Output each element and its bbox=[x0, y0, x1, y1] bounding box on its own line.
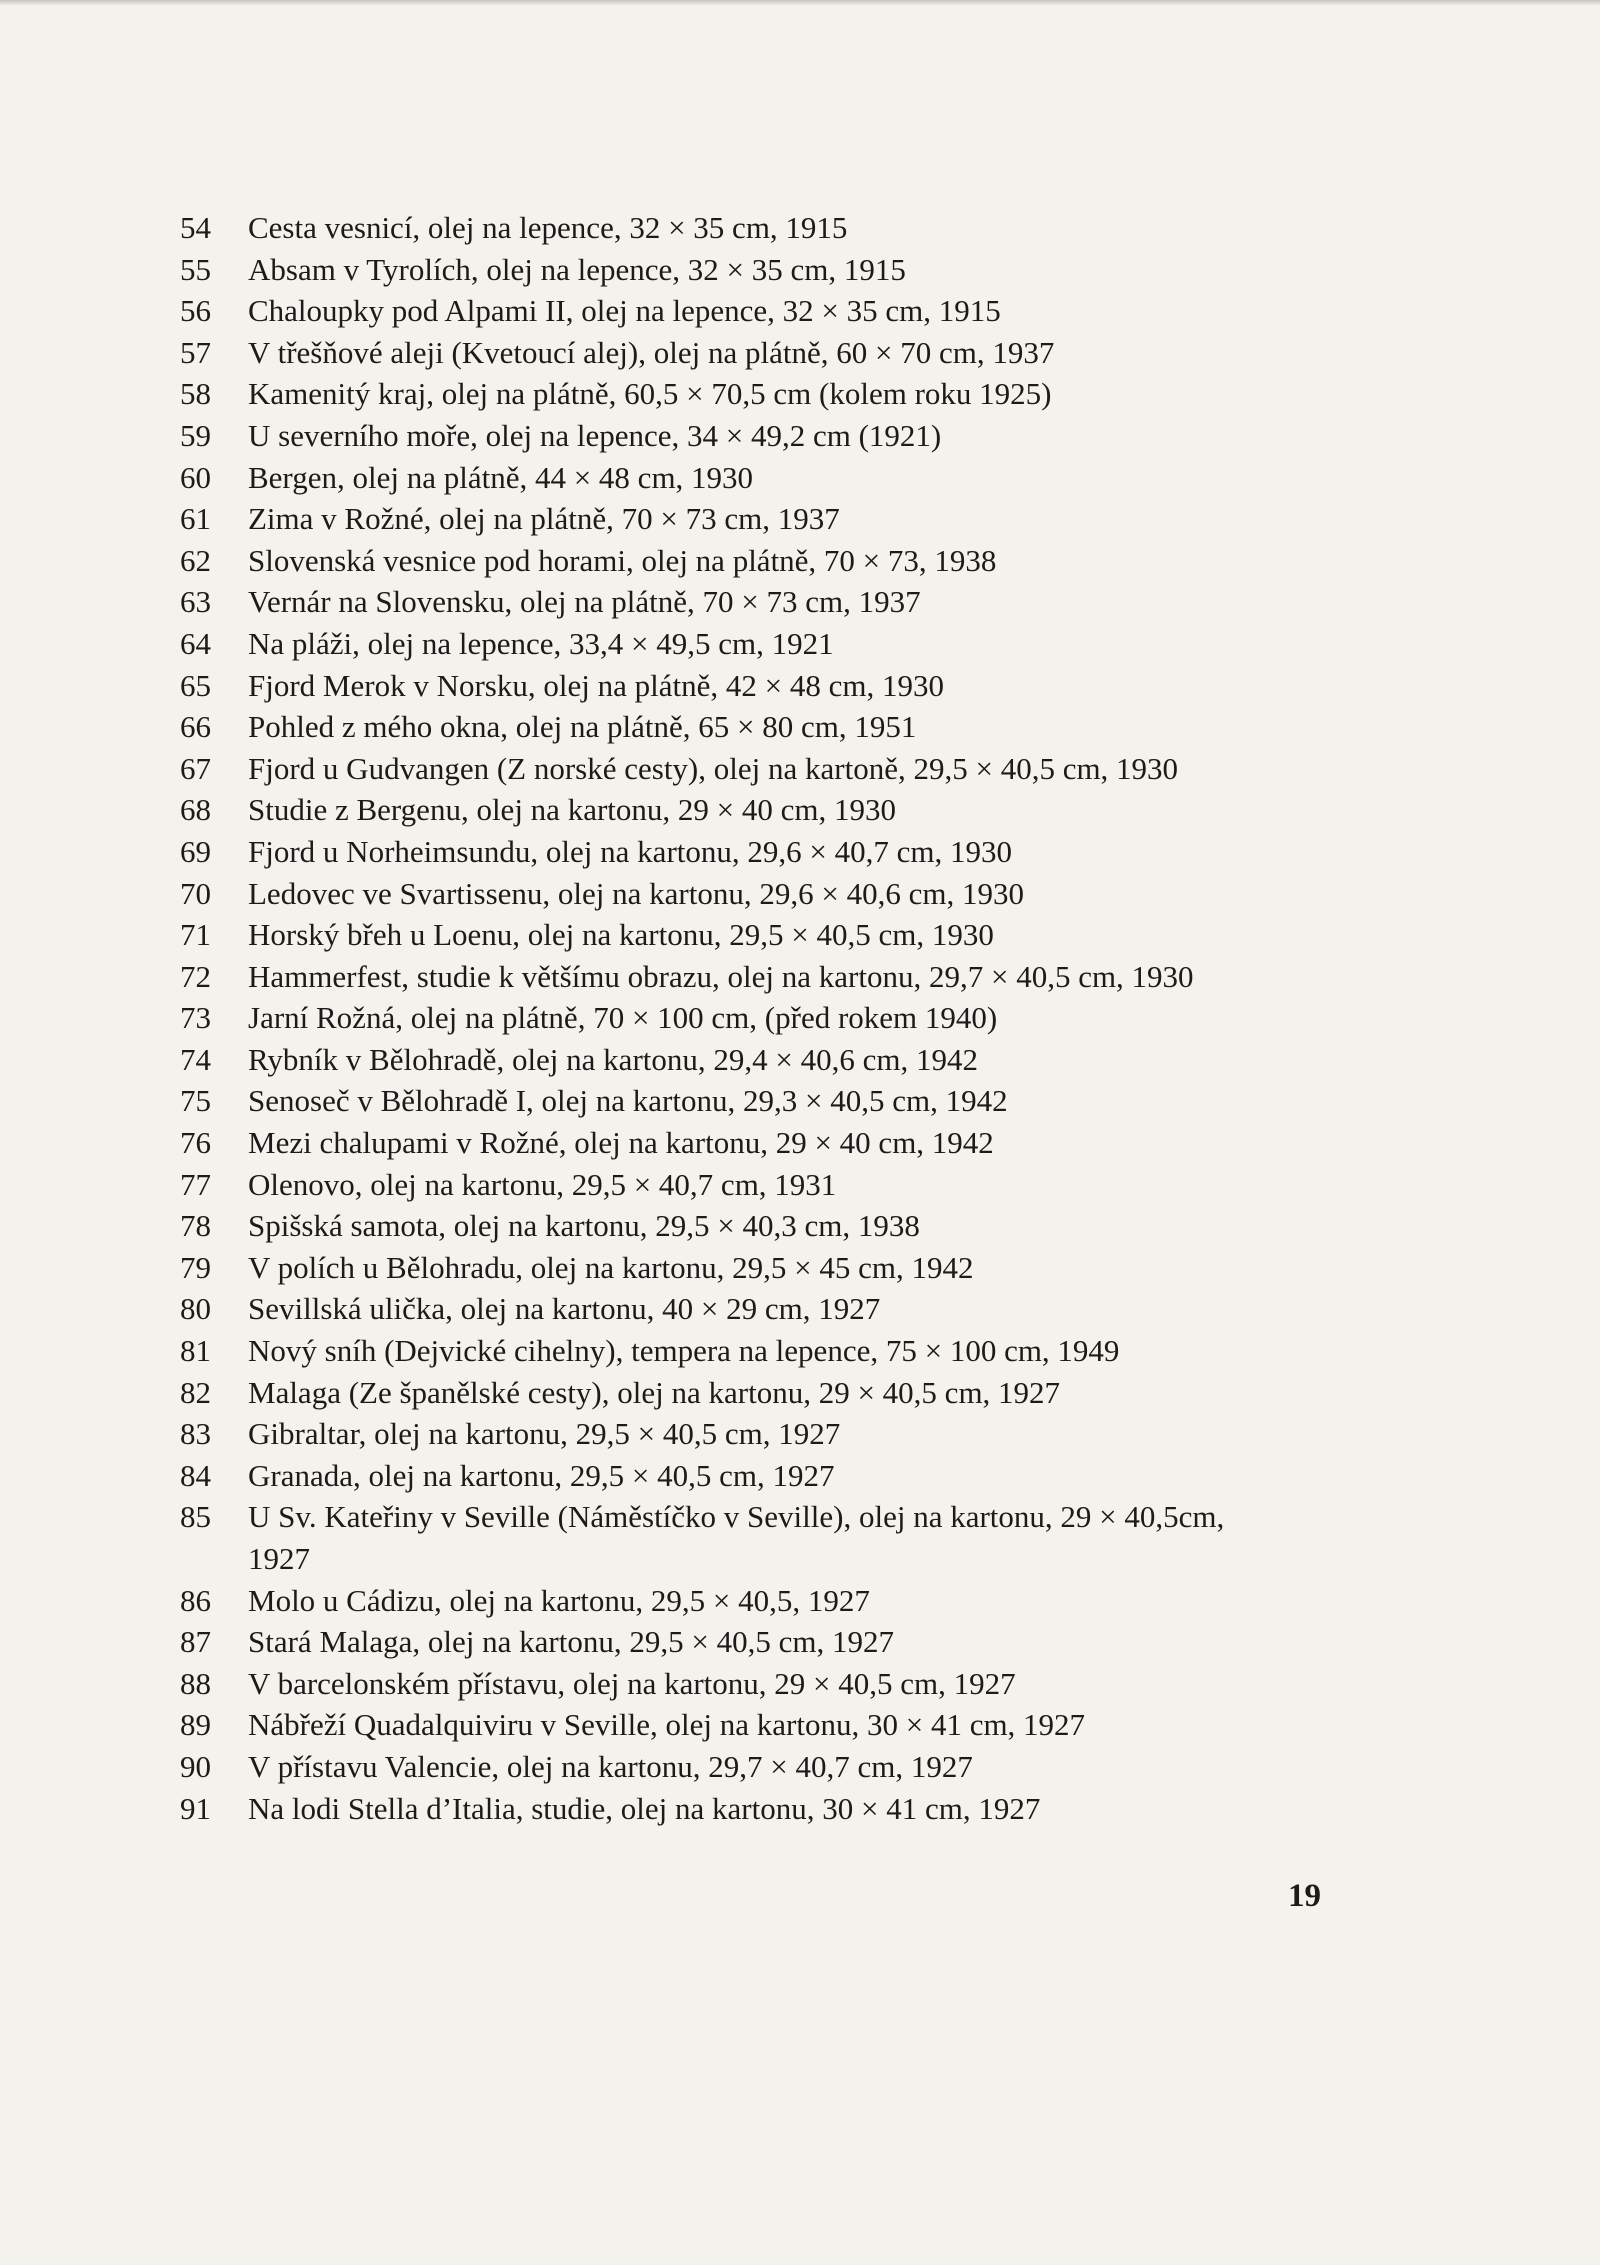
entry-text: Nábřeží Quadalquiviru v Seville, olej na kartonu, 30 × 41 cm, 1927 bbox=[248, 1707, 1086, 1743]
entry-text: Bergen, olej na plátně, 44 × 48 cm, 1930 bbox=[248, 459, 754, 495]
entry-number: 59 bbox=[180, 417, 211, 453]
entry-text: Chaloupky pod Alpami II, olej na lepence, 32 × 35 cm, 1915 bbox=[248, 293, 1001, 329]
entry-number: 80 bbox=[180, 1291, 211, 1327]
entry-text: Ledovec ve Svartissenu, olej na kartonu, 29,6 × 40,6 cm, 1930 bbox=[248, 875, 1024, 911]
catalogue-entry bbox=[180, 1746, 1520, 1788]
entry-number: 66 bbox=[180, 709, 211, 745]
entry-number: 72 bbox=[180, 958, 211, 994]
entry-number: 82 bbox=[180, 1374, 211, 1410]
entry-text: Na pláži, olej na lepence, 33,4 × 49,5 cm, 1921 bbox=[248, 625, 834, 661]
catalogue-entry bbox=[180, 1122, 1520, 1164]
entry-number: 61 bbox=[180, 501, 211, 537]
catalogue-entry bbox=[180, 1330, 1520, 1372]
entry-number: 60 bbox=[180, 459, 211, 495]
catalogue-entry bbox=[180, 1247, 1520, 1289]
entry-number: 86 bbox=[180, 1582, 211, 1618]
catalogue-entry bbox=[180, 706, 1520, 748]
catalogue-entry bbox=[180, 997, 1520, 1039]
entry-text: Studie z Bergenu, olej na kartonu, 29 × 40 cm, 1930 bbox=[248, 792, 896, 828]
catalogue-entry bbox=[180, 1455, 1520, 1497]
entry-text: Senoseč v Bělohradě I, olej na kartonu, 29,3 × 40,5 cm, 1942 bbox=[248, 1083, 1008, 1119]
catalogue-entry bbox=[180, 1704, 1520, 1746]
entry-number: 69 bbox=[180, 833, 211, 869]
entry-number: 81 bbox=[180, 1333, 211, 1369]
entry-number: 91 bbox=[180, 1790, 211, 1826]
entry-number: 54 bbox=[180, 210, 211, 245]
catalogue-list bbox=[180, 207, 1520, 1829]
entry-number: 84 bbox=[180, 1457, 211, 1493]
catalogue-entry bbox=[180, 540, 1520, 582]
entry-text: Sevillská ulička, olej na kartonu, 40 × 29 cm, 1927 bbox=[248, 1291, 881, 1327]
catalogue-entry bbox=[180, 1496, 1520, 1538]
catalogue-entry bbox=[180, 1164, 1520, 1206]
entry-continuation: 1927 bbox=[248, 1541, 310, 1576]
entry-number: 55 bbox=[180, 251, 211, 287]
entry-number: 88 bbox=[180, 1665, 211, 1701]
entry-number: 65 bbox=[180, 667, 211, 703]
entry-number: 58 bbox=[180, 376, 211, 412]
entry-text: Spišská samota, olej na kartonu, 29,5 × 40,3 cm, 1938 bbox=[248, 1208, 920, 1244]
entry-text: Malaga (Ze španělské cesty), olej na kartonu, 29 × 40,5 cm, 1927 bbox=[248, 1374, 1061, 1410]
entry-text: Horský břeh u Loenu, olej na kartonu, 29,5 × 40,5 cm, 1930 bbox=[248, 917, 994, 953]
catalogue-entry bbox=[180, 1205, 1520, 1247]
entry-number: 67 bbox=[180, 750, 211, 786]
catalogue-entry bbox=[180, 914, 1520, 956]
catalogue-entry bbox=[180, 1621, 1520, 1663]
entry-number: 70 bbox=[180, 875, 211, 911]
page-number: 19 bbox=[1288, 1878, 1321, 1914]
entry-number: 73 bbox=[180, 1000, 211, 1036]
entry-text: Fjord u Gudvangen (Z norské cesty), olej na kartoně, 29,5 × 40,5 cm, 1930 bbox=[248, 750, 1179, 786]
entry-text: Granada, olej na kartonu, 29,5 × 40,5 cm, 1927 bbox=[248, 1457, 835, 1493]
entry-text: V barcelonském přístavu, olej na kartonu, 29 × 40,5 cm, 1927 bbox=[248, 1665, 1016, 1701]
entry-text: V třešňové aleji (Kvetoucí alej), olej na plátně, 60 × 70 cm, 1937 bbox=[248, 334, 1055, 370]
entry-number: 75 bbox=[180, 1083, 211, 1119]
entry-number: 63 bbox=[180, 584, 211, 620]
entry-number: 79 bbox=[180, 1249, 211, 1285]
catalogue-entry bbox=[180, 873, 1520, 915]
entry-text: Pohled z mého okna, olej na plátně, 65 × 80 cm, 1951 bbox=[248, 709, 917, 745]
entry-text: Mezi chalupami v Rožné, olej na kartonu, 29 × 40 cm, 1942 bbox=[248, 1125, 994, 1161]
catalogue-entry bbox=[180, 1288, 1520, 1330]
entry-number: 74 bbox=[180, 1041, 211, 1077]
catalogue-entry bbox=[180, 1580, 1520, 1622]
entry-text: Zima v Rožné, olej na plátně, 70 × 73 cm, 1937 bbox=[248, 501, 840, 537]
entry-number: 78 bbox=[180, 1208, 211, 1244]
entry-text: U severního moře, olej na lepence, 34 × 49,2 cm (1921) bbox=[248, 417, 942, 453]
entry-text: Vernár na Slovensku, olej na plátně, 70 × 73 cm, 1937 bbox=[248, 584, 921, 620]
entry-text: Stará Malaga, olej na kartonu, 29,5 × 40,5 cm, 1927 bbox=[248, 1624, 894, 1660]
catalogue-entry bbox=[180, 457, 1520, 499]
catalogue-entry bbox=[180, 665, 1520, 707]
entry-number: 68 bbox=[180, 792, 211, 828]
entry-text: Cesta vesnicí, olej na lepence, 32 × 35 cm, 1915 bbox=[248, 210, 848, 245]
entry-text: Na lodi Stella d’Italia, studie, olej na kartonu, 30 × 41 cm, 1927 bbox=[248, 1790, 1041, 1826]
entry-number: 71 bbox=[180, 917, 211, 953]
catalogue-entry bbox=[180, 207, 1520, 249]
catalogue-entry bbox=[180, 623, 1520, 665]
entry-text: Slovenská vesnice pod horami, olej na plátně, 70 × 73, 1938 bbox=[248, 542, 997, 578]
entry-text: Jarní Rožná, olej na plátně, 70 × 100 cm, (před rokem 1940) bbox=[248, 1000, 998, 1036]
catalogue-entry bbox=[180, 373, 1520, 415]
catalogue-entry bbox=[180, 956, 1520, 998]
entry-text: Rybník v Bělohradě, olej na kartonu, 29,4 × 40,6 cm, 1942 bbox=[248, 1041, 978, 1077]
entry-number: 83 bbox=[180, 1416, 211, 1452]
page-top-edge bbox=[0, 0, 1600, 6]
entry-number: 56 bbox=[180, 293, 211, 329]
catalogue-entry bbox=[180, 1372, 1520, 1414]
catalogue-entry bbox=[180, 581, 1520, 623]
catalogue-entry bbox=[180, 290, 1520, 332]
entry-text: Hammerfest, studie k většímu obrazu, olej na kartonu, 29,7 × 40,5 cm, 1930 bbox=[248, 958, 1194, 994]
entry-number: 85 bbox=[180, 1499, 211, 1535]
catalogue-entry bbox=[180, 1413, 1520, 1455]
catalogue-entry bbox=[180, 415, 1520, 457]
catalogue-entry bbox=[180, 498, 1520, 540]
entry-number: 64 bbox=[180, 625, 211, 661]
entry-text: Molo u Cádizu, olej na kartonu, 29,5 × 40,5, 1927 bbox=[248, 1582, 870, 1618]
catalogue-entry bbox=[180, 1080, 1520, 1122]
entry-number: 87 bbox=[180, 1624, 211, 1660]
entry-number: 62 bbox=[180, 542, 211, 578]
entry-text: Nový sníh (Dejvické cihelny), tempera na lepence, 75 × 100 cm, 1949 bbox=[248, 1333, 1120, 1369]
entry-text: Kamenitý kraj, olej na plátně, 60,5 × 70,5 cm (kolem roku 1925) bbox=[248, 376, 1052, 412]
catalogue-entry bbox=[180, 1039, 1520, 1081]
entry-number: 76 bbox=[180, 1125, 211, 1161]
catalogue-entry bbox=[180, 789, 1520, 831]
entry-number: 57 bbox=[180, 334, 211, 370]
entry-text: Absam v Tyrolích, olej na lepence, 32 × 35 cm, 1915 bbox=[248, 251, 906, 287]
catalogue-entry bbox=[180, 748, 1520, 790]
entry-number: 77 bbox=[180, 1166, 211, 1202]
entry-text: V polích u Bělohradu, olej na kartonu, 29,5 × 45 cm, 1942 bbox=[248, 1249, 974, 1285]
catalogue-entry bbox=[180, 249, 1520, 291]
entry-text: V přístavu Valencie, olej na kartonu, 29,7 × 40,7 cm, 1927 bbox=[248, 1748, 973, 1784]
catalogue-entry bbox=[180, 831, 1520, 873]
entry-text: Fjord Merok v Norsku, olej na plátně, 42 × 48 cm, 1930 bbox=[248, 667, 944, 703]
entry-number: 89 bbox=[180, 1707, 211, 1743]
catalogue-entry bbox=[180, 1788, 1520, 1830]
entry-number: 90 bbox=[180, 1748, 211, 1784]
entry-text: Olenovo, olej na kartonu, 29,5 × 40,7 cm, 1931 bbox=[248, 1166, 837, 1202]
catalogue-entry bbox=[180, 1663, 1520, 1705]
entry-text: U Sv. Kateřiny v Seville (Náměstíčko v Seville), olej na kartonu, 29 × 40,5cm, bbox=[248, 1499, 1225, 1535]
entry-text: Gibraltar, olej na kartonu, 29,5 × 40,5 cm, 1927 bbox=[248, 1416, 841, 1452]
catalogue-entry bbox=[180, 332, 1520, 374]
entry-text: Fjord u Norheimsundu, olej na kartonu, 29,6 × 40,7 cm, 1930 bbox=[248, 833, 1012, 869]
